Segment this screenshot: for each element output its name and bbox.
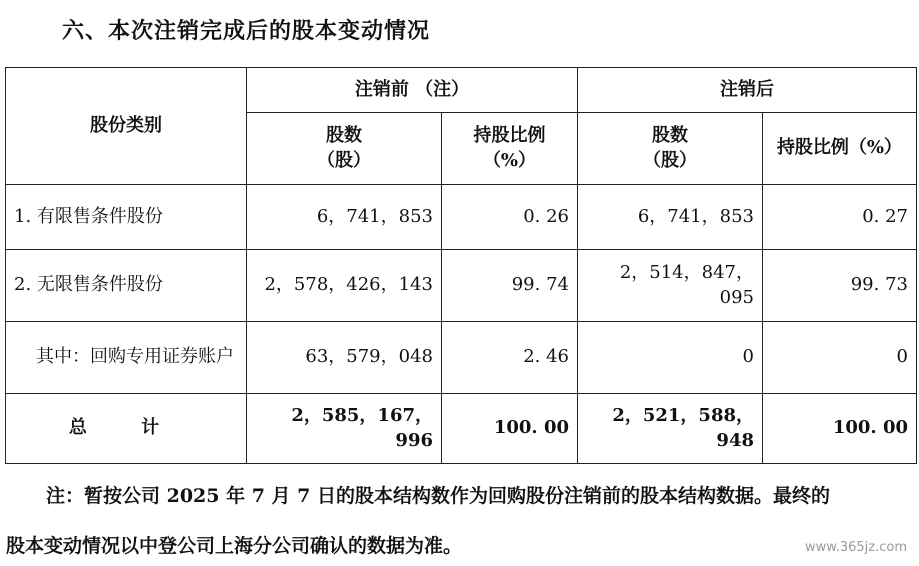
before-shares-header xyxy=(247,113,442,185)
after-header: 注销后 xyxy=(578,68,917,113)
before-ratio-cell: 99. 74 xyxy=(442,250,578,322)
before-shares-cell: 2，578，426，143 xyxy=(247,250,442,322)
total-before-shares: 2，585，167，996 xyxy=(247,394,442,464)
before-shares-cell: 6，741，853 xyxy=(247,185,442,250)
shares-header-line1: 股数 xyxy=(652,125,688,147)
after-ratio-cell: 99. 73 xyxy=(763,250,917,322)
before-header: 注销前 （注） xyxy=(247,68,578,113)
table-row xyxy=(6,250,917,322)
watermark: www.365jz.com xyxy=(805,540,907,555)
after-shares-cell: 0 xyxy=(578,322,763,394)
category-header: 股份类别 xyxy=(6,68,247,185)
total-before-ratio: 100. 00 xyxy=(442,394,578,464)
page-title: 六、本次注销完成后的股本变动情况 xyxy=(62,18,431,44)
share-change-table xyxy=(5,67,917,464)
row-label: 2. 无限售条件股份 xyxy=(6,250,247,322)
shares-header-line2: （股） xyxy=(643,149,697,171)
before-ratio-cell: 0. 26 xyxy=(442,185,578,250)
after-shares-header xyxy=(578,113,763,185)
ratio-header-line2: （%） xyxy=(482,149,537,171)
after-shares-cell: 6，741，853 xyxy=(578,185,763,250)
after-ratio-header: 持股比例（%） xyxy=(763,113,917,185)
shares-header-line1: 股数 xyxy=(326,125,362,147)
footnote-line-1: 注：暂按公司 2025 年 7 月 7 日的股本结构数作为回购股份注销前的股本结构数据。最终的 xyxy=(46,485,831,507)
shares-header-line2: （股） xyxy=(317,149,371,171)
ratio-header-line1: 持股比例 xyxy=(473,125,546,147)
row-label: 其中：回购专用证券账户 xyxy=(6,322,247,394)
before-ratio-cell: 2. 46 xyxy=(442,322,578,394)
table-row xyxy=(6,322,917,394)
before-shares-cell: 63，579，048 xyxy=(247,322,442,394)
after-shares-cell: 2，514，847，095 xyxy=(578,250,763,322)
header-row-1 xyxy=(6,68,917,113)
total-row xyxy=(6,394,917,464)
row-label: 1. 有限售条件股份 xyxy=(6,185,247,250)
after-ratio-cell: 0. 27 xyxy=(763,185,917,250)
total-label: 总 计 xyxy=(6,394,247,464)
before-ratio-header xyxy=(442,113,578,185)
total-after-shares: 2，521，588，948 xyxy=(578,394,763,464)
after-ratio-cell: 0 xyxy=(763,322,917,394)
total-after-ratio: 100. 00 xyxy=(763,394,917,464)
footnote-line-2: 股本变动情况以中登公司上海分公司确认的数据为准。 xyxy=(6,535,463,557)
table-row xyxy=(6,185,917,250)
